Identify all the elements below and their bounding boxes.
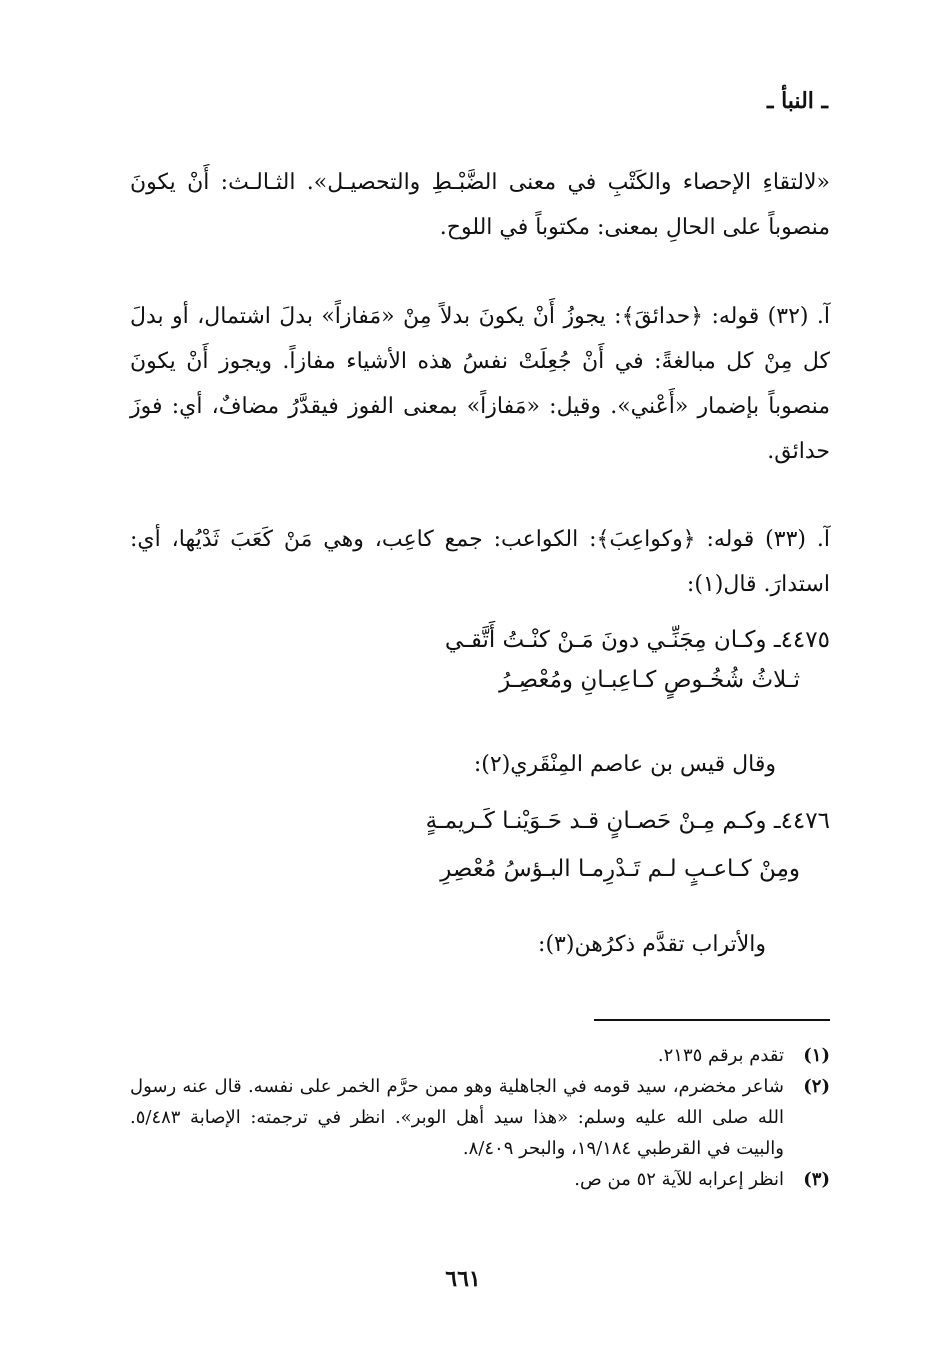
poem-intro-qais: وقال قيس بن عاصم المِنْقَري(٢): bbox=[473, 752, 776, 777]
footnote-2 bbox=[130, 1071, 830, 1164]
footnote-text: انظر إعرابه للآية ٥٢ من ص. bbox=[574, 1169, 784, 1190]
poem-4476-line-1: ٤٤٧٦ـ وكـم مِـنْ حَصـانٍ قـد حَـوَيْنـا كَـريمـةٍ bbox=[425, 808, 830, 834]
footnote-text: شاعر مخضرم، سيد قومه في الجاهلية وهو ممن حرَّم الخمر على نفسه. قال عنه رسول الله صلى الله عليه وسلم: «هذا سيد أهل الوبر». انظر في ترجمته: الإصابة ٥/٤٨٣. والبيت في القرطبي ١٩/١٨٤، والبحر ٨/٤٠٩. bbox=[130, 1076, 784, 1159]
poem-4476-line-2: ومِنْ كـاعـبٍ لـم تَـدْرِمـا البـؤسُ مُعْصِرِ bbox=[440, 856, 800, 882]
paragraph-continuation: «لالتقاءِ الإحصاء والكَتْبِ في معنى الضَّبْـطِ والتحصيـل». الثـالـث: أَنْ يكونَ منصوباً على الحالِ بمعنى: مكتوباً في اللوح. bbox=[130, 170, 830, 240]
page-number: ٦٦١ bbox=[445, 1266, 481, 1292]
running-header: ـ النبأ ـ bbox=[766, 88, 828, 114]
footnote-number: (١) bbox=[803, 1045, 830, 1066]
footnote-3 bbox=[130, 1164, 830, 1195]
poem-4475-line-2: ثـلاثُ شُخُـوصٍ كـاعِبـانِ ومُعْصِـرُ bbox=[499, 667, 800, 693]
paragraph-verse-32: آ. (٣٢) قوله: ﴿حدائقَ﴾: يجوزُ أَنْ يكونَ بدلاً مِنْ «مَفازاً» بدلَ اشتمال، أو بدلَ كل مِنْ كل مبالغةً: في أَنْ جُعِلَتْ نفسُ هذه الأشياء مفازاً. ويجوز أَنْ يكونَ منصوباً بإضمار «أَعْني». وقيل: «مَفازاً» بمعنى الفوز فيقدَّرُ مضافٌ، أي: فوزَ حدائق. bbox=[130, 304, 830, 464]
footnote-number: (٣) bbox=[803, 1169, 830, 1190]
footnote-separator bbox=[594, 1019, 830, 1021]
atrab-note: والأتراب تقدَّم ذكرُهن(٣): bbox=[538, 932, 766, 957]
footnote-number: (٢) bbox=[803, 1076, 830, 1097]
poem-4475-line-1: ٤٤٧٥ـ وكـان مِجَنِّـي دونَ مَـنْ كنْـتُ أَتَّقـي bbox=[444, 627, 830, 653]
footnotes bbox=[130, 1040, 830, 1195]
footnote-1 bbox=[130, 1040, 830, 1071]
paragraph-verse-33: آ. (٣٣) قوله: ﴿وكواعِبَ﴾: الكواعب: جمع كاعِب، وهي مَنْ كَعَبَ ثَدْيُها، أي: استدارَ. قال(١): bbox=[130, 527, 830, 597]
footnote-text: تقدم برقم ٢١٣٥. bbox=[657, 1045, 784, 1066]
